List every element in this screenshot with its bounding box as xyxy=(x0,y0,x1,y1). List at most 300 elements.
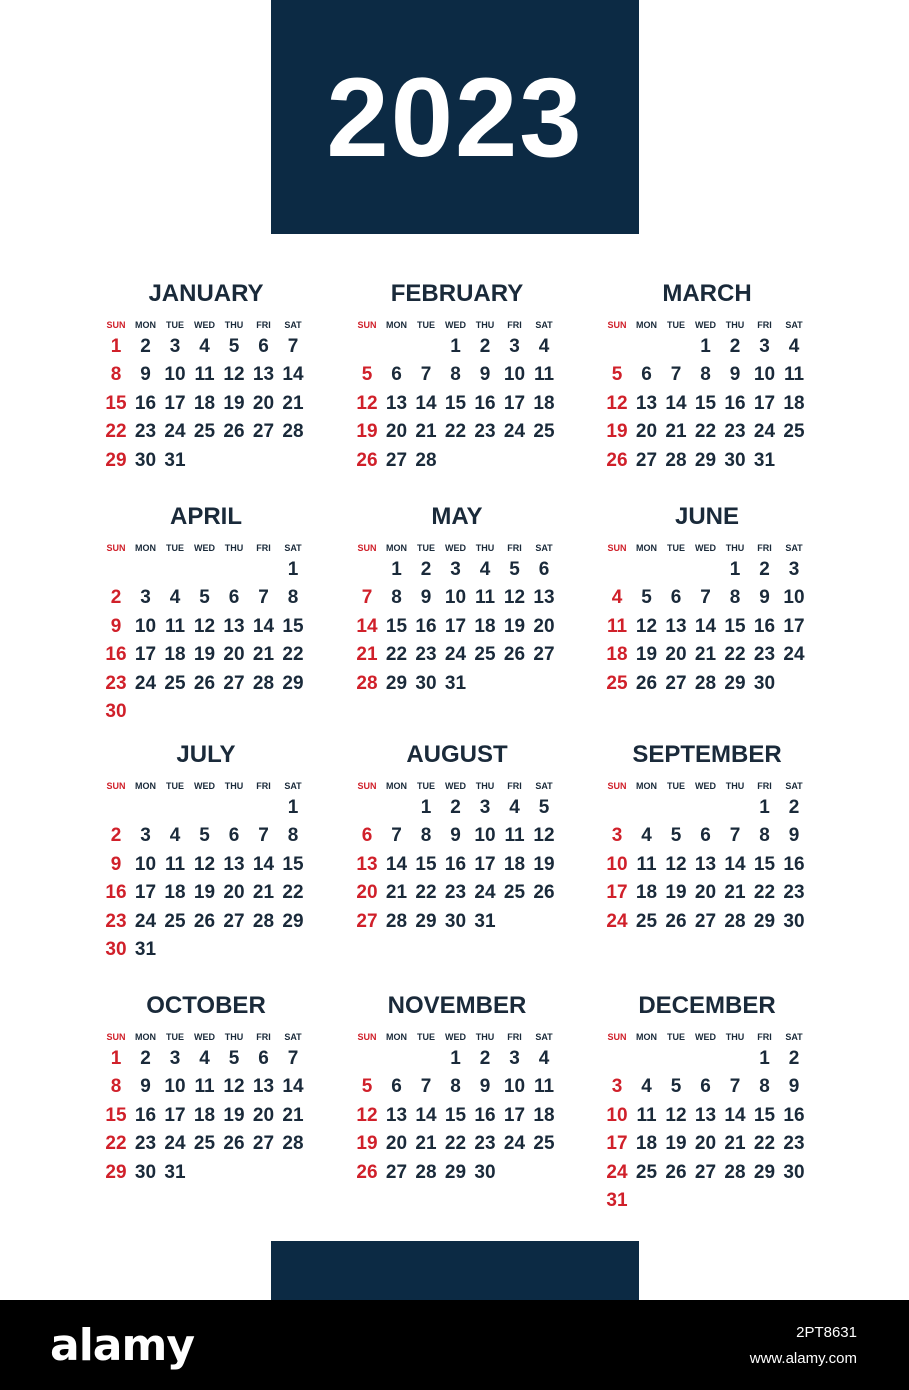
day-cell: 10 xyxy=(474,825,496,847)
day-cell: 7 xyxy=(391,825,402,847)
month-title: SEPTEMBER xyxy=(632,741,782,768)
day-cell: 8 xyxy=(110,1076,122,1098)
day-cell: 14 xyxy=(724,853,746,875)
weekday-label: FRI xyxy=(256,320,271,330)
day-cell: 19 xyxy=(606,421,628,443)
day-cell: 20 xyxy=(252,392,275,414)
weekday-label: SUN xyxy=(106,543,126,553)
day-cell: 25 xyxy=(164,672,186,694)
day-cell: 16 xyxy=(783,853,805,875)
day-cell: 8 xyxy=(759,1076,770,1098)
site-url: www.alamy.com xyxy=(749,1350,857,1367)
month-title: FEBRUARY xyxy=(390,280,524,307)
weekday-label: WED xyxy=(194,543,215,553)
day-cell: 23 xyxy=(415,644,437,666)
weekday-label: MON xyxy=(135,543,156,553)
bottom-banner xyxy=(271,1241,639,1300)
day-cell: 13 xyxy=(665,615,687,637)
day-cell: 25 xyxy=(606,672,628,694)
day-cell: 12 xyxy=(193,615,216,637)
weekday-label: SUN xyxy=(357,1032,377,1042)
day-cell: 6 xyxy=(228,587,240,609)
day-cell: 1 xyxy=(450,336,461,357)
month-title: MARCH xyxy=(662,280,752,307)
day-cell: 22 xyxy=(694,421,717,443)
day-cell: 10 xyxy=(134,853,157,875)
day-cell: 18 xyxy=(164,644,186,666)
weekday-label: THU xyxy=(725,781,745,791)
day-cell: 8 xyxy=(450,364,461,386)
day-cell: 27 xyxy=(223,910,245,932)
day-cell: 5 xyxy=(670,1076,682,1098)
day-cell: 19 xyxy=(356,421,378,443)
day-cell: 7 xyxy=(258,825,269,847)
day-cell: 27 xyxy=(694,910,717,932)
day-cell: 10 xyxy=(503,1076,526,1098)
day-cell: 18 xyxy=(193,392,216,414)
weekday-label: MON xyxy=(386,1032,407,1042)
day-cell: 30 xyxy=(105,939,127,960)
weekday-label: WED xyxy=(695,320,716,330)
day-cell: 30 xyxy=(783,910,805,932)
day-cell: 14 xyxy=(415,392,437,414)
weekday-label: TUE xyxy=(417,320,435,330)
day-cell: 19 xyxy=(223,392,245,414)
day-cell: 3 xyxy=(140,825,151,847)
day-cell: 28 xyxy=(282,1133,304,1155)
day-cell: 3 xyxy=(140,587,151,609)
day-cell: 5 xyxy=(199,825,210,847)
day-cell: 2 xyxy=(479,336,491,357)
day-cell: 17 xyxy=(503,1104,526,1126)
day-cell: 5 xyxy=(361,364,373,386)
day-cell: 7 xyxy=(258,587,269,609)
weekday-label: SAT xyxy=(785,320,803,330)
day-cell: 4 xyxy=(169,825,181,847)
day-cell: 14 xyxy=(282,1076,304,1098)
weekday-label: MON xyxy=(135,320,156,330)
day-cell: 14 xyxy=(282,364,304,386)
day-cell: 21 xyxy=(282,392,304,414)
day-cell: 26 xyxy=(503,644,526,666)
day-cell: 22 xyxy=(753,1133,776,1155)
weekday-label: THU xyxy=(475,543,495,553)
day-cell: 29 xyxy=(753,1161,776,1183)
day-cell: 9 xyxy=(140,1076,151,1098)
day-cell: 28 xyxy=(282,421,304,443)
day-cell: 20 xyxy=(533,615,555,637)
day-cell: 23 xyxy=(783,1133,805,1155)
day-cell: 14 xyxy=(665,392,687,414)
month-title: OCTOBER xyxy=(146,992,266,1019)
day-cell: 11 xyxy=(504,825,525,847)
day-cell: 16 xyxy=(474,392,496,414)
year-title: 2023 xyxy=(326,55,584,180)
day-cell: 21 xyxy=(356,644,378,666)
day-cell: 18 xyxy=(193,1104,216,1126)
day-cell: 18 xyxy=(474,615,496,637)
day-cell: 1 xyxy=(110,1048,122,1069)
day-cell: 29 xyxy=(694,449,717,471)
day-cell: 15 xyxy=(444,392,467,414)
day-cell: 11 xyxy=(606,615,628,637)
day-cell: 2 xyxy=(788,797,800,818)
day-cell: 5 xyxy=(538,797,550,818)
day-cell: 17 xyxy=(503,392,526,414)
day-cell: 11 xyxy=(533,1076,555,1098)
day-cell: 30 xyxy=(753,672,776,694)
day-cell: 1 xyxy=(420,797,432,818)
day-cell: 26 xyxy=(635,672,658,694)
day-cell: 19 xyxy=(193,644,216,666)
weekday-label: SAT xyxy=(284,320,302,330)
month-title: MAY xyxy=(431,503,483,530)
day-cell: 23 xyxy=(134,1133,157,1155)
weekday-label: SUN xyxy=(357,543,377,553)
month-title: NOVEMBER xyxy=(387,992,527,1019)
day-cell: 18 xyxy=(533,392,555,414)
day-cell: 25 xyxy=(783,421,805,443)
day-cell: 16 xyxy=(724,392,746,414)
day-cell: 1 xyxy=(110,336,122,357)
day-cell: 23 xyxy=(783,882,805,904)
day-cell: 4 xyxy=(641,1076,652,1098)
watermark-footer xyxy=(0,1300,909,1390)
day-cell: 30 xyxy=(134,1161,157,1183)
day-cell: 16 xyxy=(415,615,437,637)
weekday-label: WED xyxy=(445,1032,466,1042)
weekday-label: TUE xyxy=(667,320,685,330)
day-cell: 20 xyxy=(252,1104,275,1126)
day-cell: 20 xyxy=(635,421,658,443)
day-cell: 21 xyxy=(385,882,408,904)
weekday-label: MON xyxy=(386,543,407,553)
day-cell: 22 xyxy=(753,882,776,904)
day-cell: 25 xyxy=(635,910,658,932)
day-cell: 18 xyxy=(606,644,628,666)
day-cell: 6 xyxy=(538,559,550,580)
day-cell: 11 xyxy=(164,853,186,875)
day-cell: 28 xyxy=(724,1161,746,1183)
weekday-label: THU xyxy=(475,1032,495,1042)
day-cell: 11 xyxy=(164,615,186,637)
day-cell: 25 xyxy=(193,1133,216,1155)
day-cell: 26 xyxy=(606,449,628,471)
day-cell: 24 xyxy=(606,1161,628,1183)
day-cell: 13 xyxy=(252,1076,275,1098)
day-cell: 9 xyxy=(450,825,461,847)
day-cell: 15 xyxy=(694,392,717,414)
weekday-label: SUN xyxy=(607,781,627,791)
day-cell: 6 xyxy=(700,825,711,847)
weekday-label: FRI xyxy=(507,543,522,553)
day-cell: 24 xyxy=(444,644,467,666)
month-title: AUGUST xyxy=(406,741,508,768)
weekday-label: MON xyxy=(636,320,657,330)
day-cell: 8 xyxy=(700,364,711,386)
day-cell: 9 xyxy=(788,825,800,847)
day-cell: 30 xyxy=(415,672,437,694)
day-cell: 1 xyxy=(729,559,741,580)
weekday-label: THU xyxy=(224,543,244,553)
weekday-label: MON xyxy=(135,781,156,791)
day-cell: 13 xyxy=(223,853,245,875)
day-cell: 10 xyxy=(503,364,526,386)
day-cell: 2 xyxy=(788,1048,800,1069)
day-cell: 31 xyxy=(164,449,186,471)
weekday-label: MON xyxy=(135,1032,156,1042)
day-cell: 1 xyxy=(759,1048,770,1069)
day-cell: 5 xyxy=(641,587,652,609)
day-cell: 28 xyxy=(356,672,378,694)
day-cell: 21 xyxy=(724,882,746,904)
day-cell: 9 xyxy=(479,1076,491,1098)
weekday-label: FRI xyxy=(507,320,522,330)
day-cell: 18 xyxy=(164,882,186,904)
day-cell: 17 xyxy=(164,392,186,414)
day-cell: 16 xyxy=(134,392,157,414)
day-cell: 19 xyxy=(665,882,687,904)
day-cell: 20 xyxy=(223,882,245,904)
day-cell: 2 xyxy=(110,587,122,609)
day-cell: 15 xyxy=(724,615,746,637)
day-cell: 15 xyxy=(415,853,437,875)
day-cell: 7 xyxy=(287,1048,299,1069)
month-title: JULY xyxy=(176,741,236,768)
day-cell: 28 xyxy=(694,672,717,694)
weekday-label: SAT xyxy=(785,543,803,553)
day-cell: 12 xyxy=(223,364,245,386)
day-cell: 16 xyxy=(105,882,127,904)
day-cell: 28 xyxy=(724,910,746,932)
day-cell: 1 xyxy=(450,1048,461,1069)
day-cell: 31 xyxy=(753,449,776,471)
day-cell: 17 xyxy=(134,882,157,904)
day-cell: 3 xyxy=(479,797,491,818)
day-cell: 26 xyxy=(223,1133,245,1155)
weekday-label: FRI xyxy=(757,543,772,553)
day-cell: 29 xyxy=(753,910,776,932)
day-cell: 30 xyxy=(444,910,467,932)
day-cell: 11 xyxy=(194,1076,215,1098)
day-cell: 30 xyxy=(474,1161,496,1183)
day-cell: 4 xyxy=(641,825,652,847)
day-cell: 26 xyxy=(223,421,245,443)
day-cell: 21 xyxy=(252,882,275,904)
day-cell: 19 xyxy=(533,853,555,875)
day-cell: 21 xyxy=(415,1133,437,1155)
day-cell: 10 xyxy=(164,1076,186,1098)
day-cell: 25 xyxy=(474,644,496,666)
day-cell: 3 xyxy=(509,336,520,357)
day-cell: 14 xyxy=(356,615,378,637)
weekday-label: TUE xyxy=(166,1032,184,1042)
day-cell: 28 xyxy=(665,449,687,471)
day-cell: 23 xyxy=(753,644,776,666)
weekday-label: SAT xyxy=(785,1032,803,1042)
weekday-label: FRI xyxy=(507,1032,522,1042)
day-cell: 27 xyxy=(533,644,555,666)
day-cell: 19 xyxy=(635,644,658,666)
weekday-label: THU xyxy=(725,320,745,330)
day-cell: 12 xyxy=(635,615,658,637)
day-cell: 17 xyxy=(753,392,776,414)
day-cell: 24 xyxy=(164,1133,186,1155)
day-cell: 13 xyxy=(635,392,658,414)
weekday-label: THU xyxy=(224,1032,244,1042)
day-cell: 24 xyxy=(164,421,186,443)
day-cell: 9 xyxy=(110,615,122,637)
day-cell: 8 xyxy=(287,825,299,847)
day-cell: 7 xyxy=(729,1076,741,1098)
day-cell: 18 xyxy=(635,1133,658,1155)
day-cell: 6 xyxy=(670,587,682,609)
day-cell: 6 xyxy=(258,1048,269,1069)
day-cell: 8 xyxy=(287,587,299,609)
day-cell: 13 xyxy=(385,392,408,414)
day-cell: 19 xyxy=(223,1104,245,1126)
day-cell: 10 xyxy=(783,587,805,609)
day-cell: 26 xyxy=(665,910,687,932)
weekday-label: SAT xyxy=(785,781,803,791)
weekday-label: WED xyxy=(445,320,466,330)
weekday-label: TUE xyxy=(667,543,685,553)
day-cell: 22 xyxy=(415,882,437,904)
weekday-label: WED xyxy=(445,543,466,553)
day-cell: 14 xyxy=(252,615,275,637)
weekday-label: MON xyxy=(386,320,407,330)
day-cell: 1 xyxy=(391,559,402,580)
day-cell: 28 xyxy=(415,1161,437,1183)
day-cell: 27 xyxy=(356,910,378,932)
weekday-label: SUN xyxy=(357,320,377,330)
day-cell: 27 xyxy=(385,449,408,471)
weekday-label: MON xyxy=(386,781,407,791)
day-cell: 16 xyxy=(105,644,127,666)
day-cell: 27 xyxy=(223,672,245,694)
day-cell: 4 xyxy=(538,1048,550,1069)
day-cell: 22 xyxy=(444,1133,467,1155)
day-cell: 4 xyxy=(611,587,623,609)
day-cell: 13 xyxy=(252,364,275,386)
day-cell: 16 xyxy=(474,1104,496,1126)
weekday-label: SUN xyxy=(357,781,377,791)
weekday-label: FRI xyxy=(256,1032,271,1042)
day-cell: 31 xyxy=(474,910,496,932)
day-cell: 12 xyxy=(503,587,526,609)
weekday-label: WED xyxy=(695,543,716,553)
day-cell: 22 xyxy=(385,644,408,666)
day-cell: 10 xyxy=(606,853,628,875)
weekday-label: SAT xyxy=(284,543,302,553)
day-cell: 11 xyxy=(783,364,805,386)
day-cell: 4 xyxy=(509,797,520,818)
day-cell: 11 xyxy=(636,1104,657,1126)
weekday-label: FRI xyxy=(256,543,271,553)
day-cell: 6 xyxy=(258,336,269,357)
day-cell: 7 xyxy=(700,587,711,609)
weekday-label: MON xyxy=(636,543,657,553)
image-id: 2PT8631 xyxy=(796,1324,857,1341)
day-cell: 17 xyxy=(783,615,805,637)
day-cell: 8 xyxy=(450,1076,461,1098)
day-cell: 2 xyxy=(759,559,770,580)
day-cell: 1 xyxy=(287,797,299,818)
day-cell: 4 xyxy=(199,1048,210,1069)
weekday-label: WED xyxy=(695,1032,716,1042)
day-cell: 10 xyxy=(134,615,157,637)
day-cell: 22 xyxy=(282,644,304,666)
weekday-label: WED xyxy=(194,781,215,791)
day-cell: 20 xyxy=(665,644,687,666)
day-cell: 3 xyxy=(450,559,461,580)
day-cell: 5 xyxy=(228,336,240,357)
day-cell: 27 xyxy=(694,1161,717,1183)
day-cell: 7 xyxy=(361,587,373,609)
day-cell: 11 xyxy=(533,364,555,386)
weekday-label: MON xyxy=(636,781,657,791)
day-cell: 19 xyxy=(665,1133,687,1155)
day-cell: 23 xyxy=(134,421,157,443)
day-cell: 9 xyxy=(729,364,741,386)
day-cell: 10 xyxy=(753,364,776,386)
day-cell: 29 xyxy=(282,672,304,694)
day-cell: 29 xyxy=(282,910,304,932)
day-cell: 20 xyxy=(223,644,245,666)
weekday-label: TUE xyxy=(417,543,435,553)
day-cell: 26 xyxy=(356,1161,378,1183)
day-cell: 13 xyxy=(356,853,378,875)
day-cell: 26 xyxy=(533,882,555,904)
day-cell: 5 xyxy=(361,1076,373,1098)
day-cell: 23 xyxy=(444,882,467,904)
day-cell: 6 xyxy=(391,1076,402,1098)
day-cell: 28 xyxy=(415,449,437,471)
day-cell: 8 xyxy=(391,587,402,609)
day-cell: 6 xyxy=(641,364,652,386)
day-cell: 11 xyxy=(194,364,215,386)
day-cell: 17 xyxy=(606,882,628,904)
day-cell: 12 xyxy=(606,392,628,414)
day-cell: 16 xyxy=(753,615,776,637)
day-cell: 19 xyxy=(193,882,216,904)
day-cell: 12 xyxy=(223,1076,245,1098)
day-cell: 27 xyxy=(635,449,658,471)
day-cell: 2 xyxy=(479,1048,491,1069)
day-cell: 17 xyxy=(444,615,467,637)
day-cell: 8 xyxy=(759,825,770,847)
weekday-label: TUE xyxy=(417,781,435,791)
day-cell: 20 xyxy=(385,1133,408,1155)
day-cell: 16 xyxy=(444,853,467,875)
day-cell: 9 xyxy=(140,364,151,386)
day-cell: 25 xyxy=(635,1161,658,1183)
weekday-label: THU xyxy=(725,543,745,553)
day-cell: 30 xyxy=(724,449,746,471)
day-cell: 2 xyxy=(420,559,432,580)
day-cell: 24 xyxy=(503,421,526,443)
day-cell: 30 xyxy=(783,1161,805,1183)
day-cell: 14 xyxy=(694,615,717,637)
day-cell: 21 xyxy=(694,644,717,666)
day-cell: 27 xyxy=(252,421,275,443)
day-cell: 4 xyxy=(169,587,181,609)
weekday-label: THU xyxy=(224,781,244,791)
day-cell: 14 xyxy=(724,1104,746,1126)
day-cell: 29 xyxy=(415,910,437,932)
weekday-label: TUE xyxy=(166,543,184,553)
month-title: JANUARY xyxy=(148,280,264,307)
